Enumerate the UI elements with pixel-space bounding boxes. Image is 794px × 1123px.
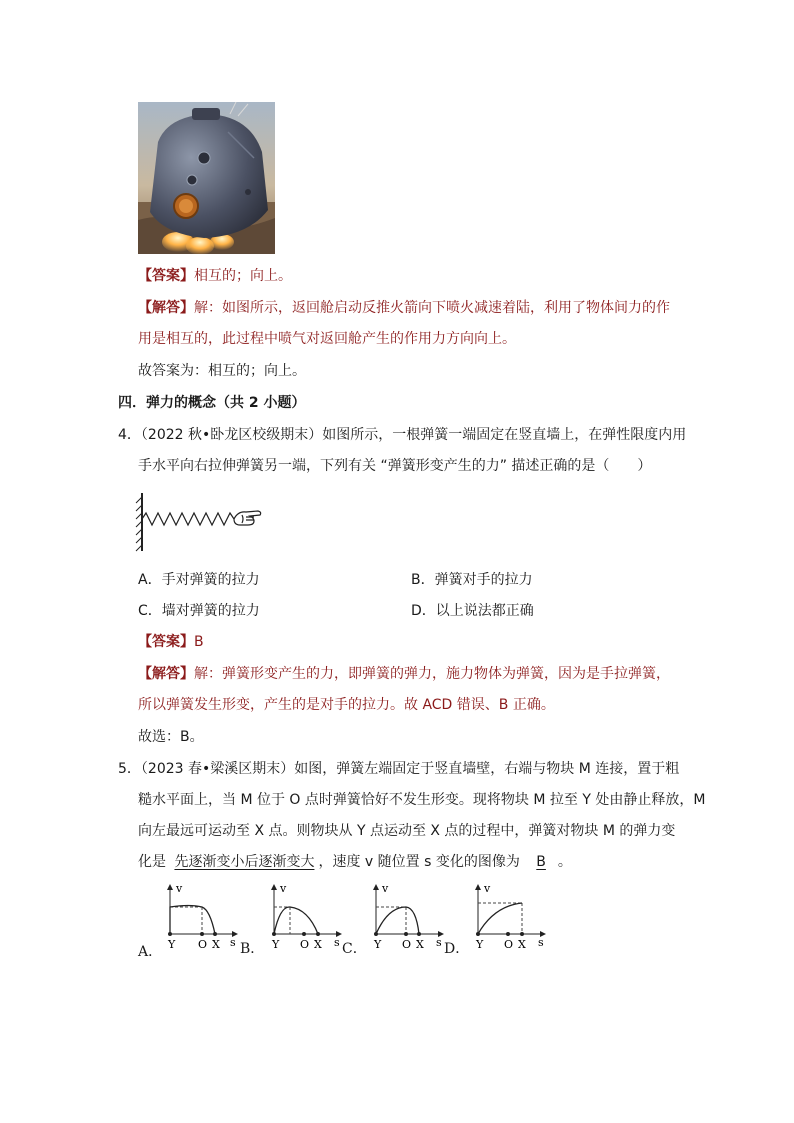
y-point-label: Y — [168, 938, 176, 951]
q3-analysis-line2: 用是相互的，此过程中喷气对返回舱产生的作用力方向向上。 — [138, 331, 516, 347]
q4-stem-line1: 4．（2022 秋•卧龙区校级期末）如图所示，一根弹簧一端固定在竖直墙上，在弹性限度内用 — [118, 427, 687, 443]
q4-option-b: B．弹簧对手的拉力 — [411, 572, 533, 588]
q4-answer-tag: 【答案】 — [138, 634, 194, 650]
s-axis-label: s — [538, 936, 544, 949]
v-axis-label: v — [280, 882, 287, 895]
q5-blank2-answer: B — [536, 854, 546, 870]
o-point-label: O — [504, 938, 514, 951]
q5-option-d-letter: D． — [444, 941, 470, 957]
o-point-label: O — [300, 938, 310, 951]
v-axis-label: v — [382, 882, 389, 895]
q4-analysis-line1 — [138, 664, 670, 684]
q5-graph-a — [160, 882, 240, 956]
q5-graph-b — [264, 882, 344, 956]
y-point-label: Y — [476, 938, 484, 951]
o-point-label: O — [198, 938, 208, 951]
q3-analysis-tag: 【解答】 — [138, 300, 194, 316]
q3-answer-text: 相互的；向上。 — [194, 268, 292, 284]
s-axis-label: s — [436, 936, 442, 949]
q5-middle: ，速度 v 随位置 s 变化的图像为 — [318, 854, 520, 870]
q4-answer-line — [138, 632, 204, 652]
q3-answer-tag: 【答案】 — [138, 268, 194, 284]
spring-wall-hand-figure — [130, 491, 270, 553]
q5-option-a-letter: A． — [138, 944, 163, 960]
q5-graph-d — [468, 882, 548, 956]
q4-analysis-line2: 所以弹簧发生形变，产生的是对手的拉力。故 ACD 错误、B 正确。 — [138, 697, 555, 713]
q4-option-c: C．墙对弹簧的拉力 — [138, 603, 260, 619]
q3-analysis-text1: 解：如图所示，返回舱启动反推火箭向下喷火减速着陆，利用了物体间力的作 — [194, 300, 670, 316]
q5-graph-c — [366, 882, 446, 956]
y-point-label: Y — [272, 938, 280, 951]
o-point-label: O — [402, 938, 412, 951]
q5-stem-line4 — [138, 852, 572, 872]
q5-stem-line3: 向左最远可运动至 X 点。则物块从 Y 点运动至 X 点的过程中，弹簧对物块 M 的弹力变 — [138, 823, 676, 839]
x-point-label: X — [212, 938, 220, 951]
q4-analysis-text1: 解：弹簧形变产生的力，即弹簧的弹力，施力物体为弹簧，因为是手拉弹簧， — [194, 666, 670, 682]
v-axis-label: v — [176, 882, 183, 895]
q5-prefix: 化是 — [138, 854, 166, 870]
q4-option-d: D．以上说法都正确 — [411, 603, 534, 619]
hand-icon — [234, 511, 261, 525]
s-axis-label: s — [230, 936, 236, 949]
section4-heading: 四．弹力的概念（共 2 小题） — [118, 395, 306, 411]
q5-stem-line2: 糙水平面上，当 M 位于 O 点时弹簧恰好不发生形变。现将物块 M 拉至 Y 处由静止释放，M — [138, 792, 706, 808]
q4-analysis-tag: 【解答】 — [138, 666, 194, 682]
q4-final-answer: 故选：B。 — [138, 729, 204, 745]
v-axis-label: v — [484, 882, 491, 895]
q5-option-b-letter: B． — [240, 941, 265, 957]
q5-blank1-answer: 先逐渐变小后逐渐变大 — [174, 854, 315, 870]
x-point-label: X — [416, 938, 424, 951]
reentry-capsule-photo — [138, 102, 275, 254]
q5-stem-line1: 5．（2023 春•梁溪区期末）如图，弹簧左端固定于竖直墙壁，右端与物块 M 连接，置于粗 — [118, 761, 680, 777]
q5-suffix: 。 — [557, 854, 572, 870]
q5-option-c-letter: C． — [342, 941, 367, 957]
q3-answer-line — [138, 266, 292, 286]
x-point-label: X — [314, 938, 322, 951]
q4-answer-text: B — [194, 634, 204, 650]
y-point-label: Y — [374, 938, 382, 951]
x-point-label: X — [518, 938, 526, 951]
q4-stem-line2: 手水平向右拉伸弹簧另一端，下列有关 “弹簧形变产生的力” 描述正确的是（ ） — [138, 458, 652, 474]
q4-option-a: A．手对弹簧的拉力 — [138, 572, 260, 588]
q3-analysis-line1 — [138, 298, 670, 318]
q3-final-answer: 故答案为：相互的；向上。 — [138, 363, 306, 379]
s-axis-label: s — [334, 936, 340, 949]
